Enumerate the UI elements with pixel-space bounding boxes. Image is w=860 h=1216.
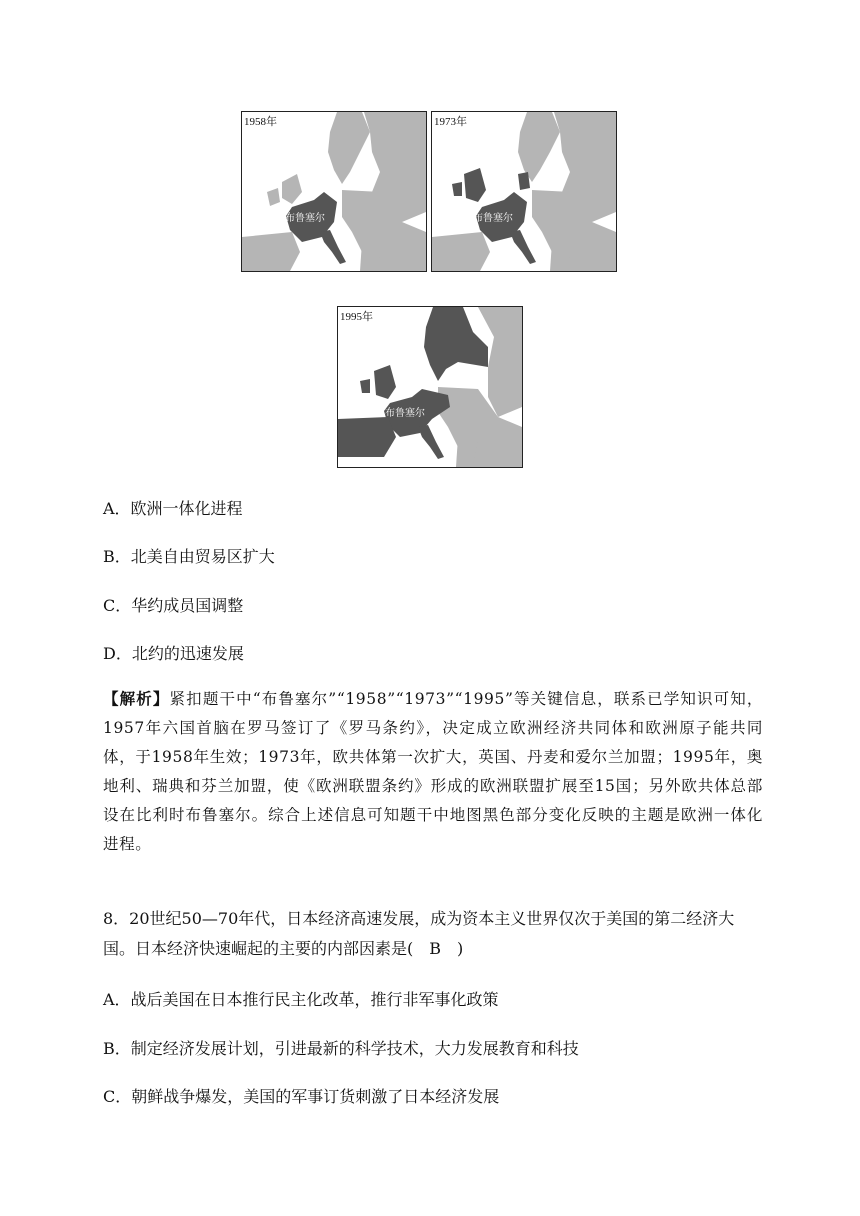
q8-option-b: B．制定经济发展计划，引进最新的科学技术，大力发展教育和科技 — [103, 1039, 579, 1058]
map-city-label: 布鲁塞尔 — [285, 213, 325, 224]
option-c: C．华约成员国调整 — [103, 596, 244, 615]
map-year-label: 1973年 — [434, 116, 467, 128]
analysis-text: 紧扣题干中“布鲁塞尔”“1958”“1973”“1995”等关键信息，联系已学知识可知，1957年六国首脑在罗马签订了《罗马条约》，决定成立欧洲经济共同体和欧洲原子能共同体，于1958年生效；1973年，欧共体第一次扩大，英国、丹麦和爱尔兰加盟；1995年，奥地利、瑞典和芬兰加盟，使《欧洲联盟条约》形成的欧洲联盟扩展至15国；另外欧共体总部设在比利时布鲁塞尔。综合上述信息可知题干中地图黑色部分变化反映的主题是欧洲一体化进程。 — [103, 690, 764, 853]
map-year-label: 1995年 — [340, 311, 373, 323]
q8-option-c: C．朝鲜战争爆发，美国的军事订货刺激了日本经济发展 — [103, 1087, 500, 1106]
option-d: D．北约的迅速发展 — [103, 644, 244, 663]
map-year-label: 1958年 — [244, 116, 277, 128]
europe-map-image — [338, 307, 522, 467]
option-a: A．欧洲一体化进程 — [103, 499, 243, 518]
europe-map-image — [432, 112, 616, 271]
map-1995 — [337, 306, 523, 468]
map-1958 — [241, 111, 427, 272]
analysis-label: 【解析】 — [103, 689, 170, 708]
map-1973 — [431, 111, 617, 272]
map-city-label: 布鲁塞尔 — [473, 213, 513, 224]
question-8-stem: 8．20世纪50—70年代，日本经济高速发展，成为资本主义世界仅次于美国的第二经济大国。日本经济快速崛起的主要的内部因素是( B ) — [103, 909, 735, 958]
europe-map-image — [242, 112, 426, 271]
map-city-label: 布鲁塞尔 — [385, 408, 425, 419]
analysis-paragraph — [103, 684, 763, 859]
option-b: B．北美自由贸易区扩大 — [103, 547, 275, 566]
q8-option-a: A．战后美国在日本推行民主化改革，推行非军事化政策 — [103, 990, 499, 1009]
